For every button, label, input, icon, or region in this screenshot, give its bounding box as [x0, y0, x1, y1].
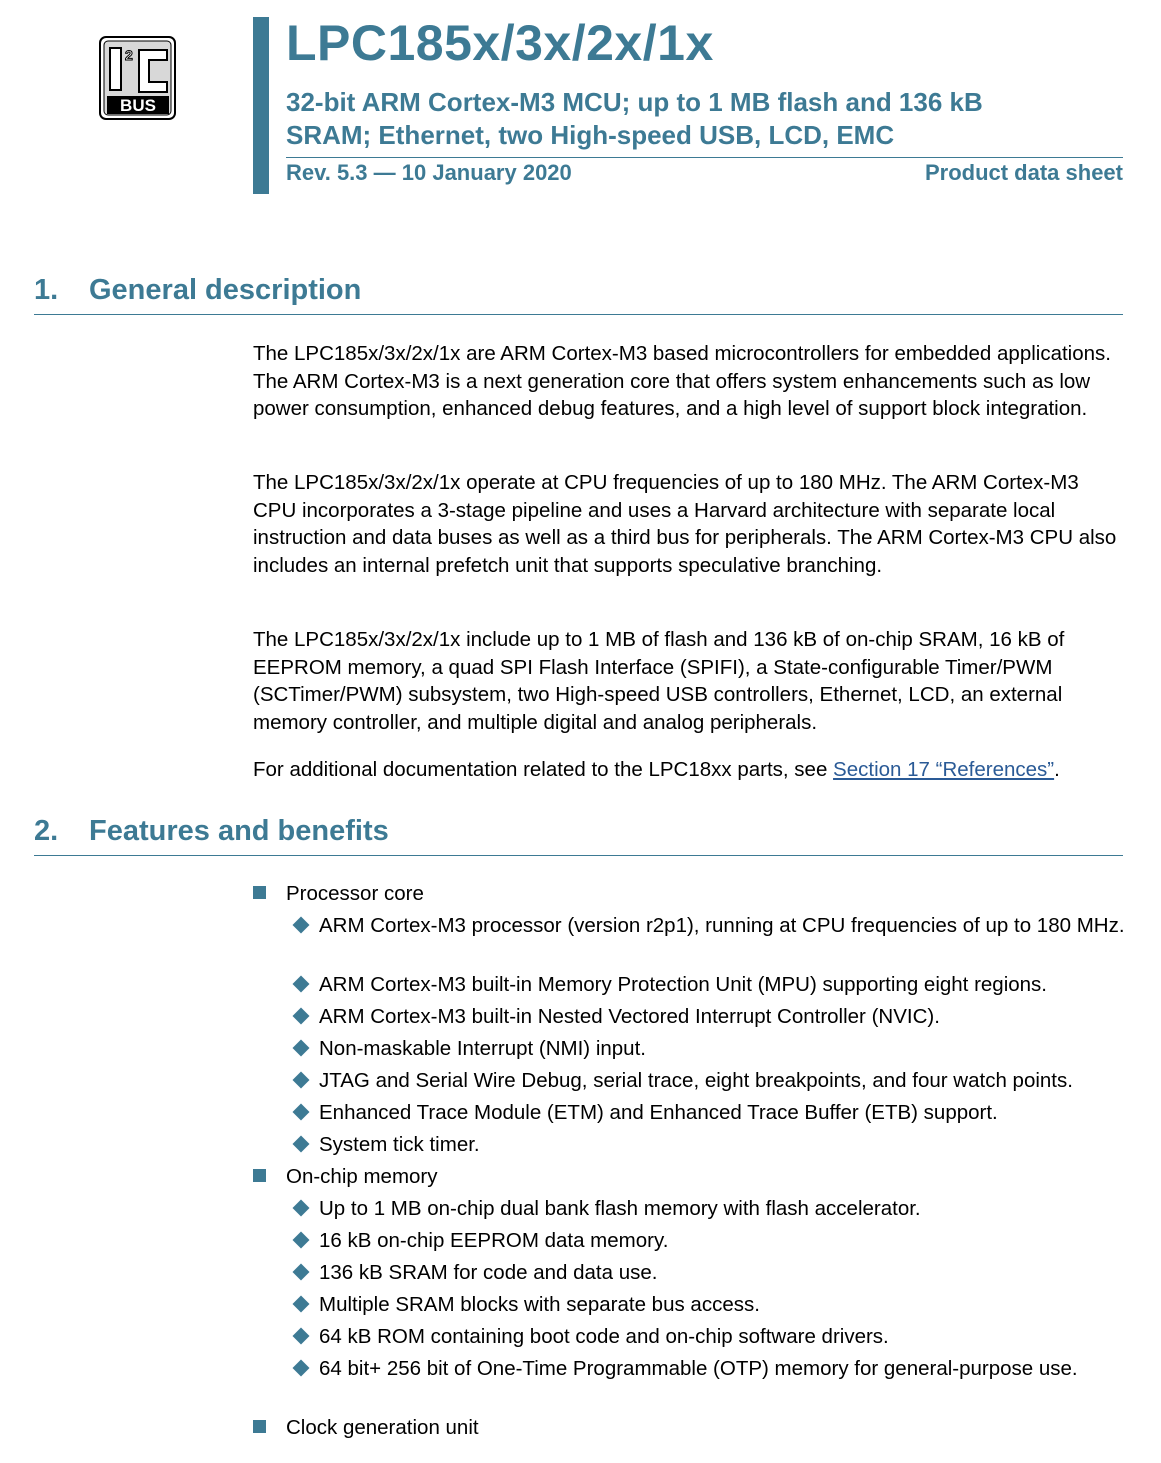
references-link[interactable]: Section 17 “References”	[833, 758, 1055, 781]
feature-item	[292, 1131, 1149, 1159]
header-rule	[286, 157, 1123, 158]
feature-item	[292, 1067, 1149, 1095]
svg-text:2: 2	[125, 47, 133, 63]
diamond-bullet-icon	[293, 1296, 310, 1313]
diamond-bullet-icon	[293, 917, 310, 934]
diamond-bullet-icon	[293, 1072, 310, 1089]
subtitle-line-2: SRAM; Ethernet, two High-speed USB, LCD, EMC	[286, 120, 895, 150]
feature-item-text: Up to 1 MB on-chip dual bank flash memory with flash accelerator.	[319, 1197, 921, 1220]
document-subtitle	[286, 86, 1086, 152]
feature-item	[292, 912, 1149, 940]
feature-item-text: ARM Cortex-M3 built-in Nested Vectored Interrupt Controller (NVIC).	[319, 1005, 940, 1028]
i2c-bus-logo	[99, 36, 176, 120]
section-heading-general-description	[34, 274, 361, 307]
revision-date: Rev. 5.3 — 10 January 2020	[286, 160, 572, 185]
paragraph: The LPC185x/3x/2x/1x include up to 1 MB of flash and 136 kB of on-chip SRAM, 16 kB of EEPROM memory, a quad SPI Flash Interface (SPIFI), a State-configurable Timer/PWM (SCTimer/PWM) subsystem, two High-speed USB controllers, Ethernet, LCD, an external memory controller, and multiple digital and analog peripherals.	[253, 628, 1065, 734]
section-title: General description	[89, 274, 362, 306]
paragraph: The LPC185x/3x/2x/1x operate at CPU frequencies of up to 180 MHz. The ARM Cortex-M3 CPU incorporates a 3-stage pipeline and uses a Harvard architecture with separate local instruction and data buses as well as a third bus for peripherals. The ARM Cortex-M3 CPU also includes an internal prefetch unit that supports speculative branching.	[253, 471, 1117, 577]
square-bullet-icon	[253, 1169, 266, 1182]
diamond-bullet-icon	[293, 1136, 310, 1153]
feature-item	[292, 1099, 1149, 1127]
diamond-bullet-icon	[293, 1232, 310, 1249]
feature-item-text: ARM Cortex-M3 processor (version r2p1), running at CPU frequencies of up to 180 MHz.	[319, 914, 1125, 937]
subtitle-line-1: 32-bit ARM Cortex-M3 MCU; up to 1 MB flash and 136 kB	[286, 87, 983, 117]
feature-item	[292, 971, 1149, 999]
section-number: 2.	[34, 815, 59, 847]
diamond-bullet-icon	[293, 1264, 310, 1281]
feature-group	[253, 1163, 438, 1191]
paragraph-text: For additional documentation related to the LPC18xx parts, see	[253, 758, 834, 781]
feature-group-label: Processor core	[286, 882, 424, 905]
feature-item	[292, 1291, 1149, 1319]
square-bullet-icon	[253, 1420, 266, 1433]
feature-item-text: JTAG and Serial Wire Debug, serial trace, eight breakpoints, and four watch points.	[319, 1069, 1073, 1092]
feature-item	[292, 1259, 1149, 1287]
feature-item-text: Non-maskable Interrupt (NMI) input.	[319, 1037, 646, 1060]
feature-group-label: Clock generation unit	[286, 1416, 479, 1439]
feature-group	[253, 880, 424, 908]
feature-item-text: 64 kB ROM containing boot code and on-chip software drivers.	[319, 1325, 889, 1348]
document-type: Product data sheet	[924, 160, 1123, 185]
section-rule	[34, 855, 1123, 856]
feature-item	[292, 1035, 1149, 1063]
diamond-bullet-icon	[293, 1200, 310, 1217]
feature-item-text: Multiple SRAM blocks with separate bus access.	[319, 1293, 760, 1316]
feature-item-text: 64 bit+ 256 bit of One-Time Programmable (OTP) memory for general-purpose use.	[319, 1357, 1078, 1380]
diamond-bullet-icon	[293, 1360, 310, 1377]
feature-item-text: 16 kB on-chip EEPROM data memory.	[319, 1229, 669, 1252]
svg-text:BUS: BUS	[120, 96, 156, 115]
section-number: 1.	[34, 274, 59, 306]
feature-item	[292, 1323, 1149, 1351]
feature-item	[292, 1195, 1149, 1223]
paragraph-references	[253, 756, 1123, 784]
feature-item	[292, 1227, 1149, 1255]
header-accent-bar	[253, 17, 269, 194]
diamond-bullet-icon	[293, 1008, 310, 1025]
feature-item	[292, 1355, 1149, 1383]
feature-group	[253, 1414, 479, 1442]
section-rule	[34, 314, 1123, 315]
diamond-bullet-icon	[293, 1328, 310, 1345]
diamond-bullet-icon	[293, 976, 310, 993]
feature-item-text: ARM Cortex-M3 built-in Memory Protection Unit (MPU) supporting eight regions.	[319, 973, 1048, 996]
feature-item	[292, 1003, 1149, 1031]
square-bullet-icon	[253, 886, 266, 899]
feature-item-text: 136 kB SRAM for code and data use.	[319, 1261, 658, 1284]
diamond-bullet-icon	[293, 1040, 310, 1057]
document-title: LPC185x/3x/2x/1x	[286, 15, 714, 71]
section-heading-features	[34, 815, 389, 848]
feature-item-text: Enhanced Trace Module (ETM) and Enhanced Trace Buffer (ETB) support.	[319, 1101, 998, 1124]
paragraph-text: .	[1054, 758, 1060, 781]
feature-item-text: System tick timer.	[319, 1133, 480, 1156]
paragraph: The LPC185x/3x/2x/1x are ARM Cortex-M3 based microcontrollers for embedded applications. The ARM Cortex-M3 is a next generation core that offers system enhancements such as low power consumption, enhanced debug features, and a high level of support block integration.	[253, 342, 1111, 420]
feature-group-label: On-chip memory	[286, 1165, 438, 1188]
diamond-bullet-icon	[293, 1104, 310, 1121]
section-title: Features and benefits	[89, 815, 389, 847]
